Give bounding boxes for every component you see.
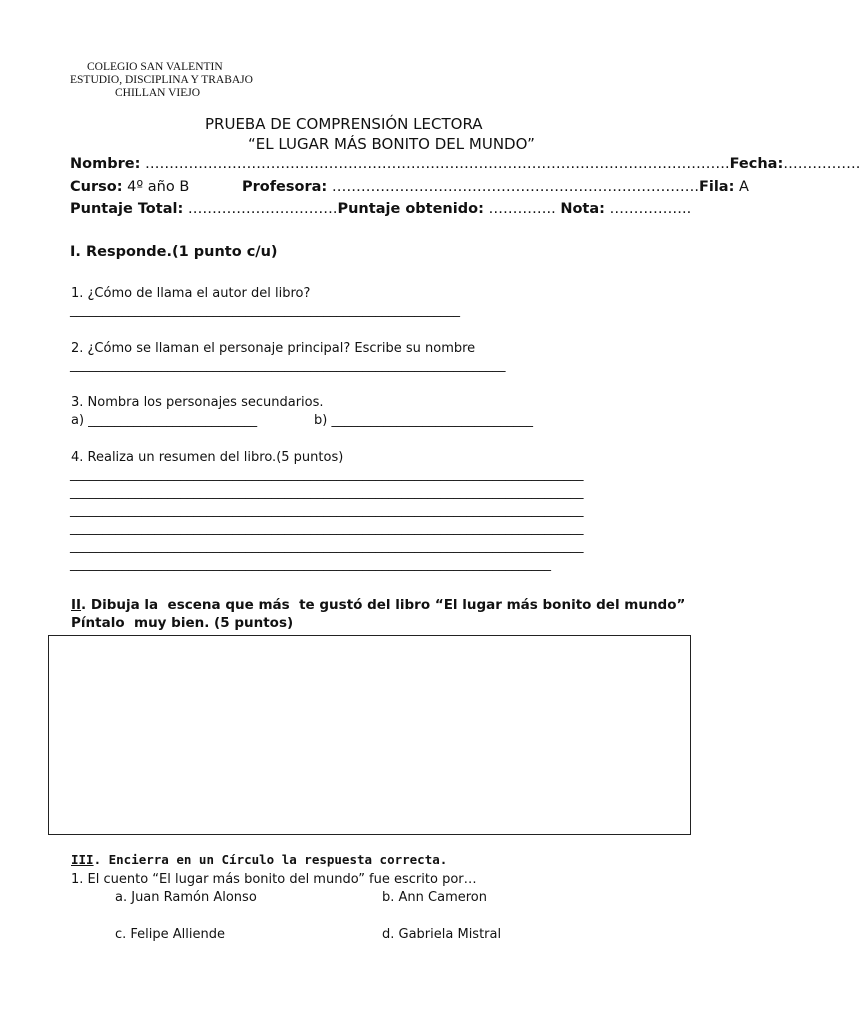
mc-question-1: 1. El cuento “El lugar más bonito del mundo” fue escrito por…: [71, 872, 477, 887]
summary-line[interactable]: __________________________________________________________________________: [70, 557, 551, 572]
puntaje-obtenido-field[interactable]: …………..: [483, 201, 556, 217]
section-1-heading: [70, 244, 278, 260]
option-a[interactable]: a. Juan Ramón Alonso: [115, 890, 257, 905]
option-d[interactable]: d. Gabriela Mistral: [382, 927, 502, 942]
summary-line[interactable]: _______________________________________________________________________________: [70, 503, 584, 518]
nombre-row: [70, 156, 860, 172]
school-city: CHILLAN VIEJO: [115, 87, 201, 99]
section-1-numeral: I: [70, 244, 76, 260]
summary-line[interactable]: _______________________________________________________________________________: [70, 485, 584, 500]
nombre-label: Nombre:: [70, 156, 141, 172]
section-3-title: . Encierra en un Círculo la respuesta correcta.: [93, 852, 448, 867]
puntaje-total-field[interactable]: ………………………….: [183, 201, 338, 217]
option-c[interactable]: c. Felipe Alliende: [115, 927, 225, 942]
nota-label: Nota:: [560, 201, 605, 217]
option-b[interactable]: b. Ann Cameron: [382, 890, 487, 905]
answer-3a[interactable]: a) __________________________: [71, 413, 258, 428]
puntaje-total-label: Puntaje Total:: [70, 201, 184, 217]
question-3: 3. Nombra los personajes secundarios.: [71, 395, 324, 410]
section-3-heading: [71, 852, 447, 867]
school-name: COLEGIO SAN VALENTIN: [87, 61, 223, 73]
puntaje-obtenido-label: Puntaje obtenido:: [337, 201, 484, 217]
answer-line-1[interactable]: ____________________________________________________________: [70, 303, 460, 318]
question-1: 1. ¿Cómo de llama el autor del libro?: [71, 286, 311, 301]
drawing-box[interactable]: [48, 635, 691, 835]
answer-3b[interactable]: b) _______________________________: [314, 413, 533, 428]
question-4: 4. Realiza un resumen del libro.(5 puntos): [71, 450, 344, 465]
nota-field[interactable]: ……………..: [604, 201, 692, 217]
profesora-row: [242, 179, 749, 195]
nombre-field[interactable]: ………………………………………………………………………………………………………….: [140, 156, 730, 172]
summary-line[interactable]: _______________________________________________________________________________: [70, 521, 584, 536]
curso-value: 4º año B: [122, 179, 190, 195]
fecha-field[interactable]: …………….: [783, 156, 860, 172]
answer-line-2[interactable]: ___________________________________________________________________: [70, 358, 506, 373]
puntaje-row: [70, 201, 691, 217]
book-title: “EL LUGAR MÁS BONITO DEL MUNDO”: [248, 135, 535, 153]
fecha-label: Fecha:: [729, 156, 784, 172]
curso-row: [70, 179, 189, 195]
summary-line[interactable]: _______________________________________________________________________________: [70, 539, 584, 554]
question-2: 2. ¿Cómo se llaman el personaje principal? Escribe su nombre: [71, 341, 476, 356]
test-title: PRUEBA DE COMPRENSIÓN LECTORA: [205, 115, 483, 133]
section-2-heading: [71, 597, 685, 613]
section-2-instruction-2: Píntalo muy bien. (5 puntos): [71, 615, 294, 631]
summary-line[interactable]: _______________________________________________________________________________: [70, 467, 584, 482]
fila-label: Fila:: [698, 179, 735, 195]
school-motto: ESTUDIO, DISCIPLINA Y TRABAJO: [70, 74, 253, 86]
profesora-field[interactable]: ………………………………………………………………….: [327, 179, 699, 195]
section-3-numeral: III: [71, 852, 94, 867]
fila-value: A: [734, 179, 749, 195]
profesora-label: Profesora:: [242, 179, 328, 195]
section-2-instruction: . Dibuja la escena que más te gustó del libro “El lugar más bonito del mundo”: [81, 597, 686, 613]
section-1-title: . Responde.(1 punto c/u): [75, 244, 278, 260]
section-2-numeral: II: [71, 597, 82, 613]
curso-label: Curso:: [70, 179, 123, 195]
